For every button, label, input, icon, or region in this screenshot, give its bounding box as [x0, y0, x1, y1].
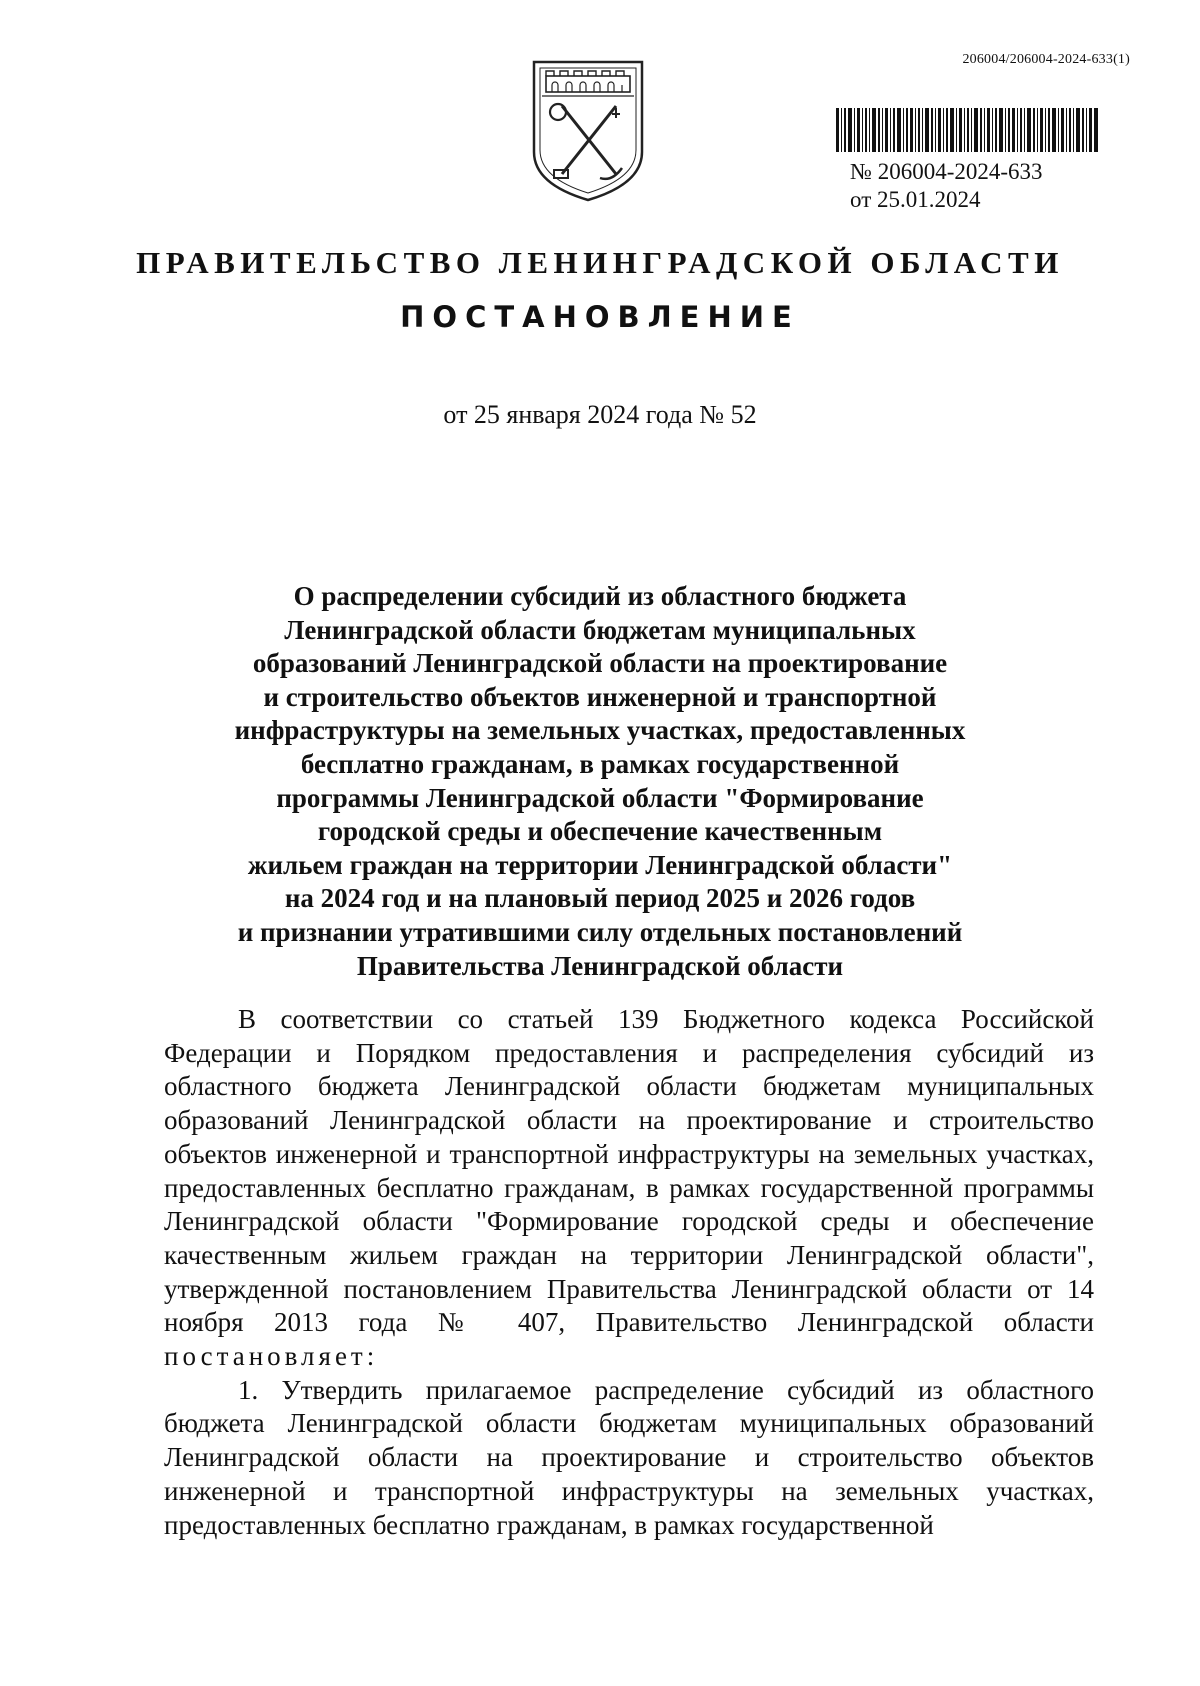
subject-line: О распределении субсидий из областного бюджета [293, 581, 907, 611]
preamble-text: В соответствии со статьей 139 Бюджетного кодекса Российской Федерации и Порядком предоставления и распределения субсидий из областного бюджета Ленинградской области бюджетам муниципальных образований Ленинградской области на проектирование и строительство объектов инженерной и транспортной инфраструктуры на земельных участках, предоставленных бесплатно гражданам, в рамках государственной программы Ленинградской области "Формирование городской среды и обеспечение качественным жильем граждан на территории Ленинградской области", утвержденной постановлением Правительства Ленинградской области от 14 ноября 2013 года № 407, Правительство Ленинградской области [164, 1004, 1094, 1338]
registration-block [850, 158, 1043, 214]
subject-line: городской среды и обеспечение качественным [317, 816, 883, 847]
subject-line: Правительства Ленинградской области [356, 950, 844, 981]
subject-line: бесплатно гражданам, в рамках государственной [300, 748, 900, 779]
document-type: ПОСТАНОВЛЕНИЕ [400, 300, 800, 334]
document-date-number: от 25 января 2024 года № 52 [443, 400, 757, 429]
subject-line: инфраструктуры на земельных участках, предоставленных [234, 715, 966, 746]
subject-line: образований Ленинградской области на проектирование [252, 648, 948, 679]
resolves-verb: постановляет: [164, 1341, 379, 1372]
document-reference: 206004/206004-2024-633(1) [962, 52, 1130, 67]
subject-line: жильем граждан на территории Ленинградской области" [247, 849, 953, 880]
subject-line: Ленинградской области бюджетам муниципальных [284, 614, 916, 645]
document-body [164, 1003, 1094, 1542]
registration-date: от 25.01.2024 [850, 187, 981, 212]
subject-line: на 2024 год и на плановый период 2025 и 2026 годов [284, 883, 916, 914]
clause-1-paragraph: 1. Утвердить прилагаемое распределение субсидий из областного бюджета Ленинградской области бюджетам муниципальных образований Ленинградской области на проектирование и строительство объектов инженерной и транспортной инфраструктуры на земельных участках, предоставленных бесплатно гражданам, в рамках государственной [164, 1374, 1094, 1540]
subject-line: и признании утратившими силу отдельных постановлений [237, 916, 963, 947]
subject-line: и строительство объектов инженерной и транспортной [263, 681, 937, 712]
registration-number: № 206004-2024-633 [850, 159, 1043, 184]
subject-line: программы Ленинградской области "Формирование [276, 782, 924, 813]
preamble-paragraph [164, 1003, 1094, 1374]
barcode-icon [836, 108, 1098, 152]
document-subject [200, 580, 1000, 983]
government-title: ПРАВИТЕЛЬСТВО ЛЕНИНГРАДСКОЙ ОБЛАСТИ [136, 245, 1064, 280]
coat-of-arms-icon [528, 56, 648, 204]
